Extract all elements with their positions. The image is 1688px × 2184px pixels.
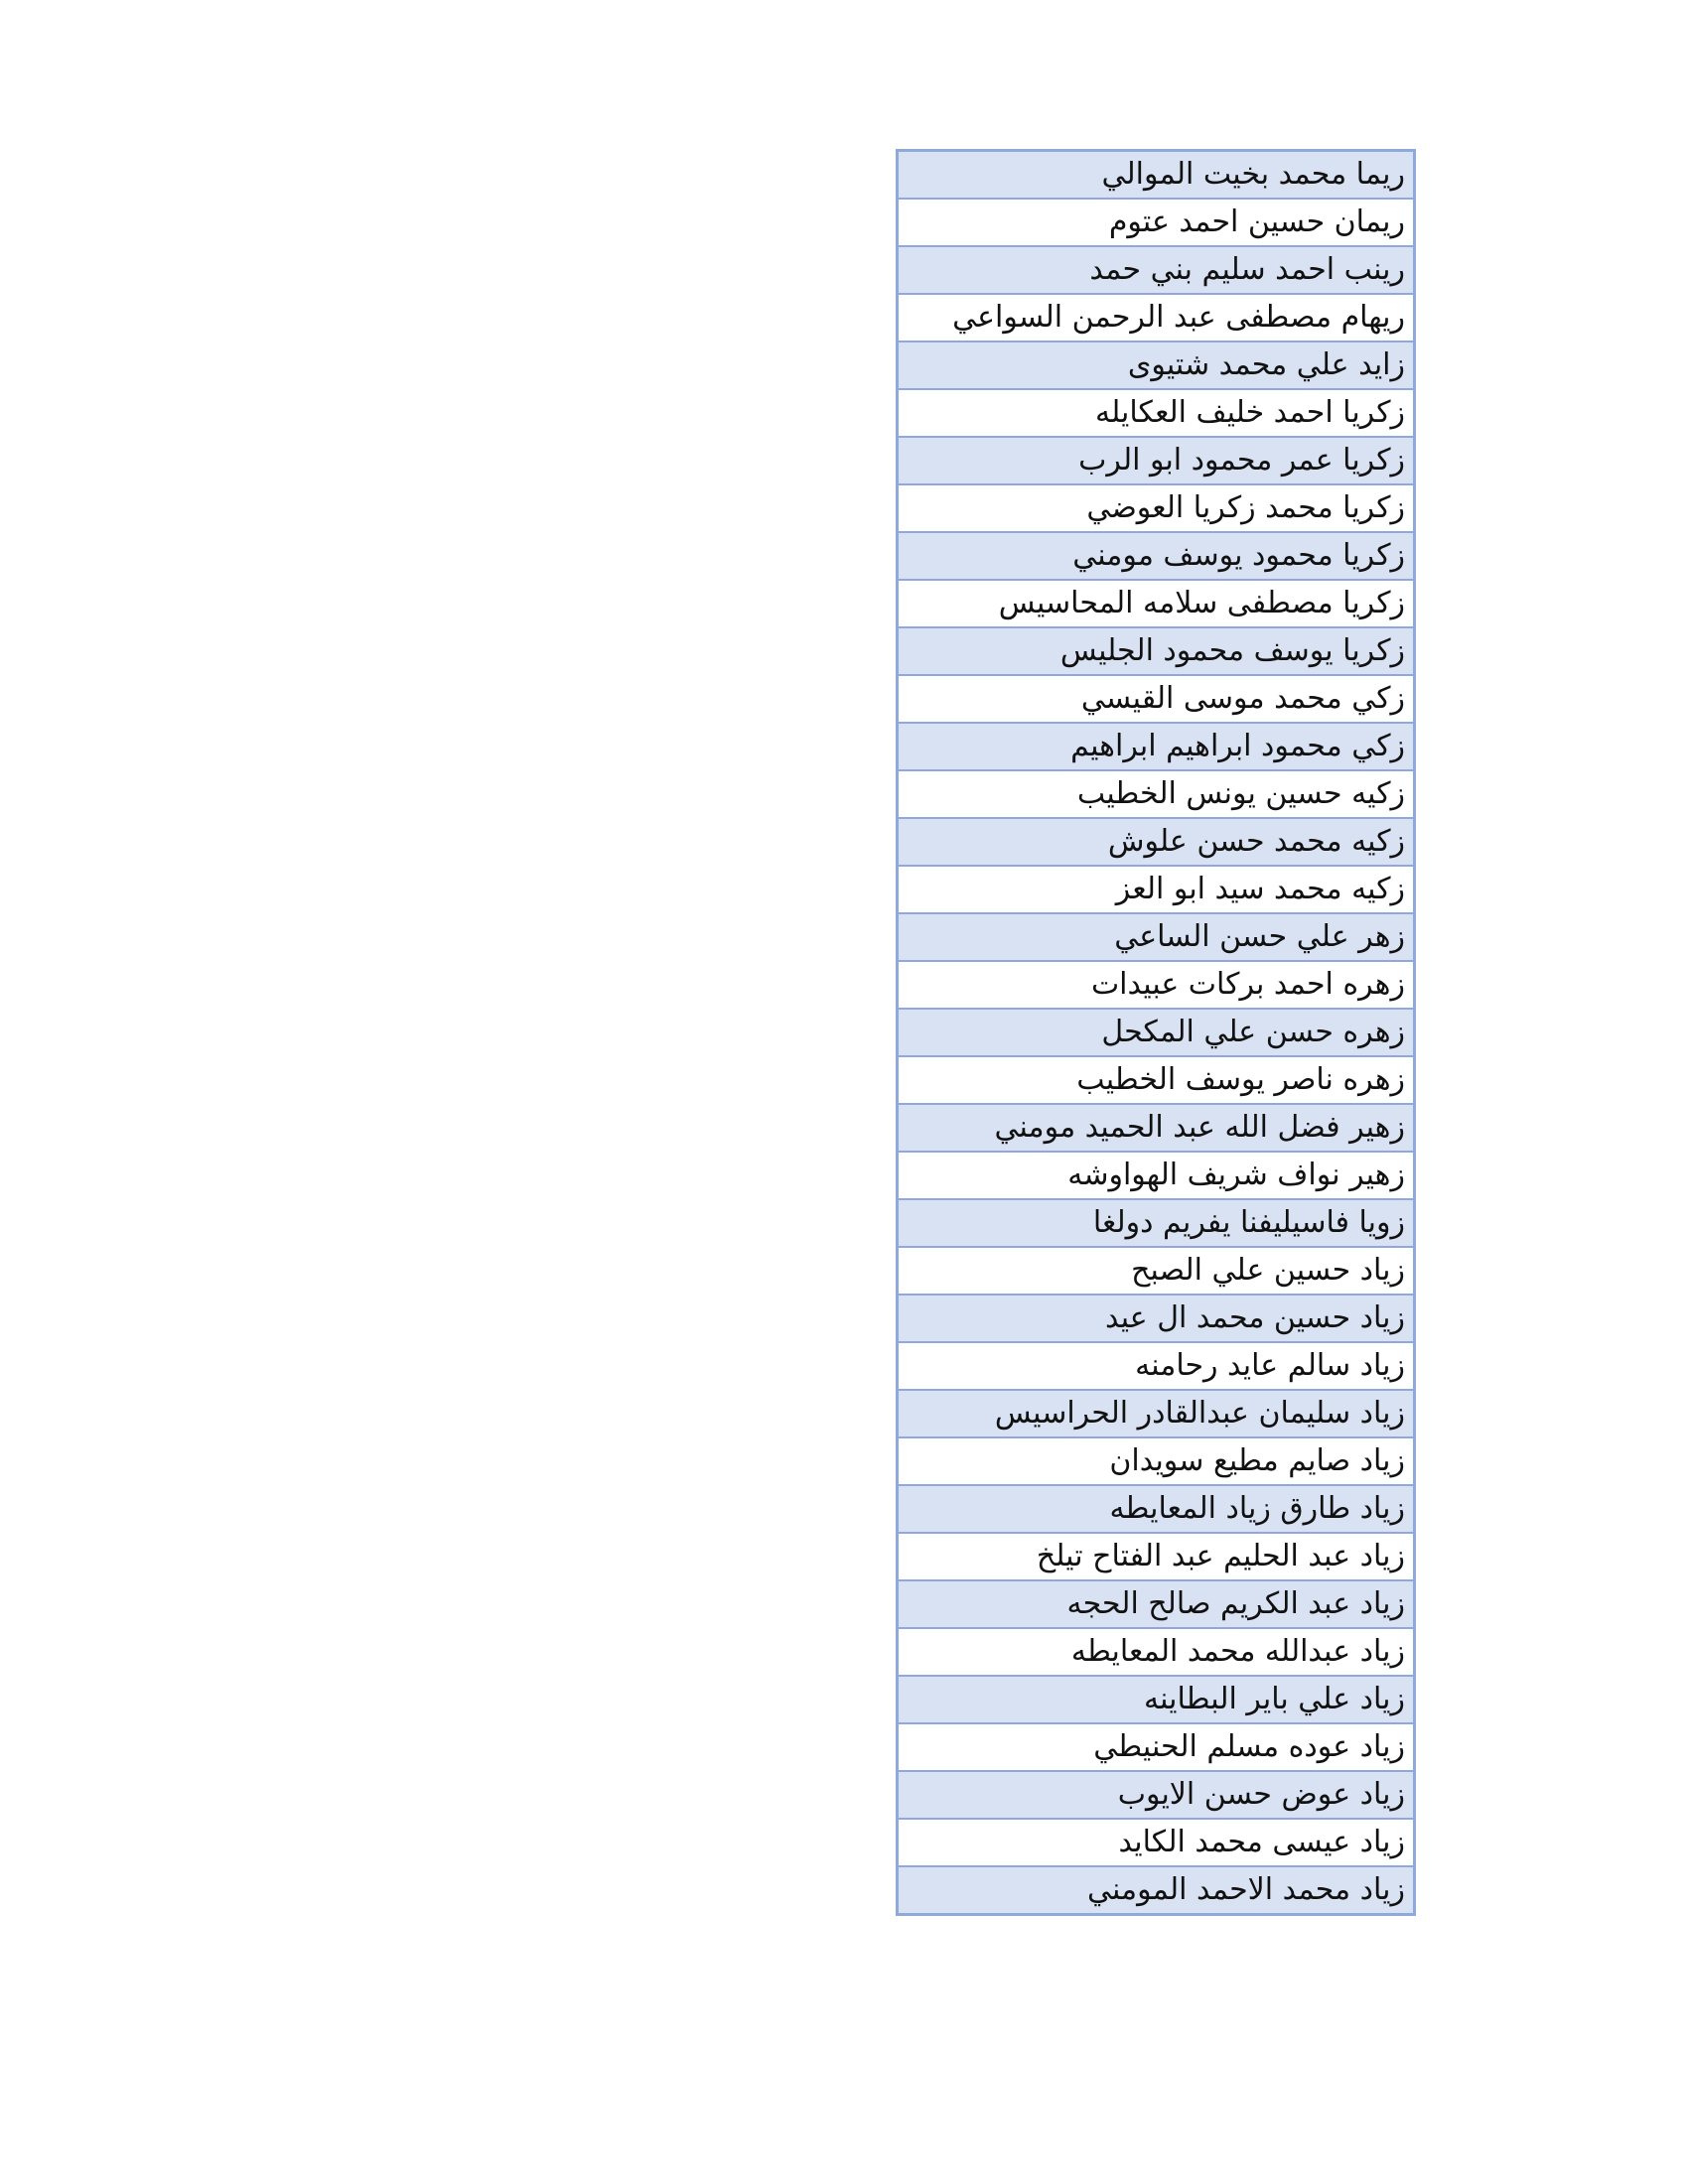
name-cell: زياد عبدالله محمد المعايطه xyxy=(898,1628,1415,1676)
name-cell: زهير فضل الله عبد الحميد مومني xyxy=(898,1104,1415,1152)
table-row xyxy=(898,1628,1415,1676)
table-row xyxy=(898,1771,1415,1819)
name-cell: زكريا عمر محمود ابو الرب xyxy=(898,437,1415,484)
table-row xyxy=(898,1295,1415,1342)
table-row xyxy=(898,1247,1415,1295)
name-cell: زكريا محمد زكريا العوضي xyxy=(898,484,1415,532)
table-row xyxy=(898,1199,1415,1247)
table-row xyxy=(898,484,1415,532)
name-cell: ريمان حسين احمد عتوم xyxy=(898,199,1415,246)
table-row xyxy=(898,675,1415,723)
name-cell: زياد محمد الاحمد المومني xyxy=(898,1866,1415,1915)
name-cell: زياد طارق زياد المعايطه xyxy=(898,1485,1415,1533)
table-row xyxy=(898,294,1415,341)
table-row xyxy=(898,1580,1415,1628)
name-cell: زكريا يوسف محمود الجليس xyxy=(898,627,1415,675)
name-cell: زهير نواف شريف الهواوشه xyxy=(898,1152,1415,1199)
table-row xyxy=(898,913,1415,961)
name-cell: زكريا محمود يوسف مومني xyxy=(898,532,1415,580)
table-row xyxy=(898,1056,1415,1104)
name-cell: زياد عبد الحليم عبد الفتاح تيلخ xyxy=(898,1533,1415,1580)
name-cell: زياد سليمان عبدالقادر الحراسيس xyxy=(898,1390,1415,1437)
table-row xyxy=(898,1104,1415,1152)
name-cell: زكيه محمد سيد ابو العز xyxy=(898,866,1415,913)
table-row xyxy=(898,1342,1415,1390)
table-row xyxy=(898,1676,1415,1723)
name-cell: زياد سالم عايد رحامنه xyxy=(898,1342,1415,1390)
table-row xyxy=(898,1390,1415,1437)
name-cell: زايد علي محمد شتيوى xyxy=(898,341,1415,389)
name-cell: زويا فاسيليفنا يفريم دولغا xyxy=(898,1199,1415,1247)
name-cell: زياد حسين علي الصبح xyxy=(898,1247,1415,1295)
table-row xyxy=(898,866,1415,913)
name-cell: زكي محمود ابراهيم ابراهيم xyxy=(898,723,1415,770)
name-cell: رينب احمد سليم بني حمد xyxy=(898,246,1415,294)
table-row xyxy=(898,1723,1415,1771)
table-row xyxy=(898,627,1415,675)
name-cell: ريما محمد بخيت الموالي xyxy=(898,151,1415,200)
table-row xyxy=(898,1533,1415,1580)
name-cell: زياد علي باير البطاينه xyxy=(898,1676,1415,1723)
name-cell: ريهام مصطفى عبد الرحمن السواعي xyxy=(898,294,1415,341)
table-row xyxy=(898,1819,1415,1866)
table-row xyxy=(898,580,1415,627)
name-cell: زياد حسين محمد ال عيد xyxy=(898,1295,1415,1342)
name-cell: زياد عوض حسن الايوب xyxy=(898,1771,1415,1819)
name-cell: زكي محمد موسى القيسي xyxy=(898,675,1415,723)
table-row xyxy=(898,1485,1415,1533)
name-cell: زهره احمد بركات عبيدات xyxy=(898,961,1415,1009)
name-cell: زكيه حسين يونس الخطيب xyxy=(898,770,1415,818)
table-row xyxy=(898,1009,1415,1056)
table-row xyxy=(898,246,1415,294)
table-row xyxy=(898,961,1415,1009)
table-row xyxy=(898,437,1415,484)
table-row xyxy=(898,770,1415,818)
names-table xyxy=(896,149,1416,1916)
name-cell: زهر علي حسن الساعي xyxy=(898,913,1415,961)
name-cell: زهره حسن علي المكحل xyxy=(898,1009,1415,1056)
table-row xyxy=(898,1866,1415,1915)
name-cell: زكيه محمد حسن علوش xyxy=(898,818,1415,866)
table-row xyxy=(898,389,1415,437)
names-table-body xyxy=(898,151,1415,1915)
name-cell: زهره ناصر يوسف الخطيب xyxy=(898,1056,1415,1104)
table-row xyxy=(898,1437,1415,1485)
name-cell: زياد عبد الكريم صالح الحجه xyxy=(898,1580,1415,1628)
table-row xyxy=(898,199,1415,246)
table-row xyxy=(898,532,1415,580)
name-cell: زكريا مصطفى سلامه المحاسيس xyxy=(898,580,1415,627)
table-row xyxy=(898,818,1415,866)
name-cell: زياد عيسى محمد الكايد xyxy=(898,1819,1415,1866)
table-row xyxy=(898,151,1415,200)
table-row xyxy=(898,723,1415,770)
name-cell: زياد عوده مسلم الحنيطي xyxy=(898,1723,1415,1771)
name-cell: زياد صايم مطيع سويدان xyxy=(898,1437,1415,1485)
table-row xyxy=(898,1152,1415,1199)
name-cell: زكريا احمد خليف العكايله xyxy=(898,389,1415,437)
table-row xyxy=(898,341,1415,389)
